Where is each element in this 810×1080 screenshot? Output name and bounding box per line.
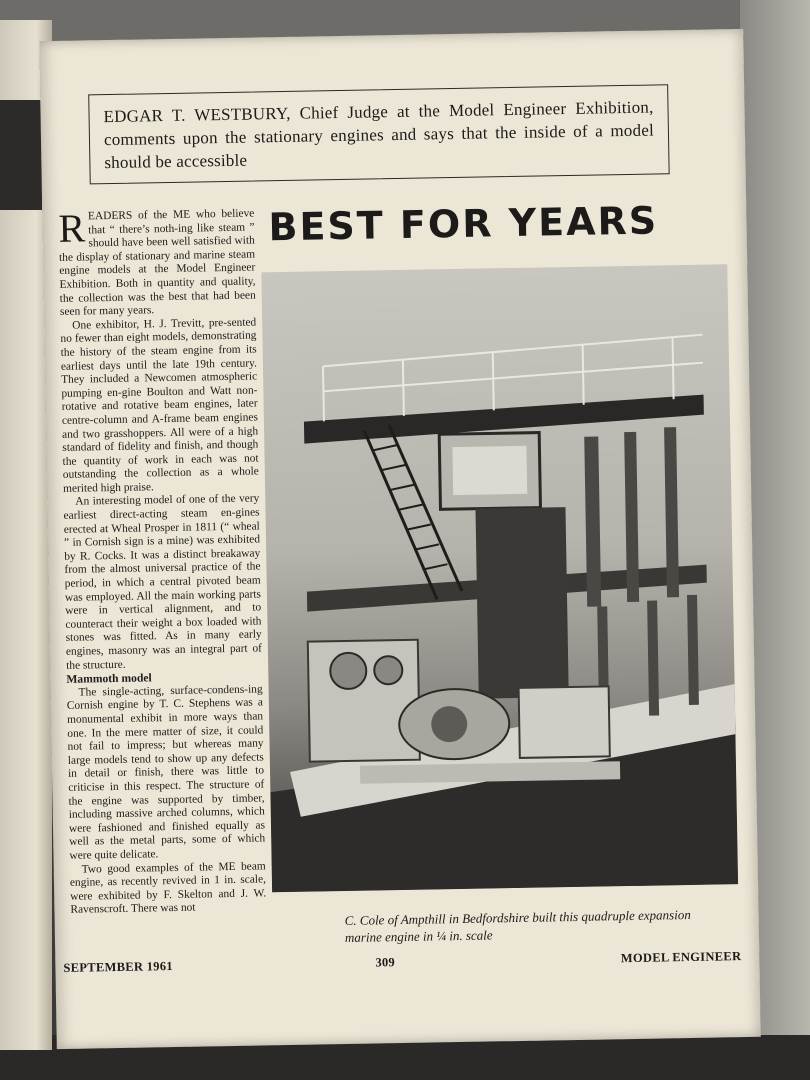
intro-text: EDGAR T. WESTBURY, Chief Judge at the Model Engineer Exhibition, comments upon the stationary engines and says that the inside of a model should be accessible: [103, 97, 655, 173]
article-paragraph-text: EADERS of the ME who believe that “ there’s noth-ing like steam ” should have been well satisfied with the display of stationary and marine steam engine models at the Model Engineer Exhibition. Both in quantity and quality, the collection was the best that had been seen for many years.: [58, 207, 256, 319]
page-number: 309: [375, 955, 396, 970]
article-column: [58, 207, 266, 917]
headline: BEST FOR YEARS: [268, 198, 659, 250]
engine-illustration: [261, 264, 738, 892]
article-paragraph: The single-acting, surface-condens-ing Cornish engine by T. C. Stephens was a monumental exhibit in more ways than one. In the mere matter of size, it could not fail to impress; but whereas many large models tend to show up any defects in detail or finish, there was little to criticise in this respect. The structure of the engine was supported by timber, including massive arched columns, which were fashioned and finished equally as well as the metal parts, some of which were quite delicate.: [66, 683, 266, 862]
facing-page-photo: [0, 100, 42, 210]
section-subhead: Mammoth model: [66, 671, 152, 687]
article-paragraph: [58, 207, 256, 319]
magazine-page: [39, 29, 760, 1049]
drop-cap: R: [58, 205, 86, 251]
page-footer: [55, 949, 759, 981]
engine-photograph: [261, 264, 738, 892]
magazine-name: MODEL ENGINEER: [620, 949, 742, 966]
article-paragraph: Two good examples of the ME beam engine, as recently revived in 1 in. scale, were exhibited by F. Skelton and J. W. Ravenscroft. There was not: [69, 859, 267, 917]
issue-date: SEPTEMBER 1961: [63, 959, 173, 975]
article-paragraph: One exhibitor, H. J. Trevitt, pre-sented no fewer than eight models, demonstrating the history of the steam engine from its earliest days until the late 19th century. They included a Newcomen atmospheric pumping en-gine Boulton and Watt non-rotative and rotative beam engines, later centre-column and A-frame beam engines and two grasshoppers. All were of a high standard of fidelity and finish, and though the quantity of work in each was not outstanding the collection as a whole merited high praise.: [60, 316, 259, 495]
article-paragraph: An interesting model of one of the very earliest direct-acting steam en-gines erected at Wheal Prosper in 1811 (“ wheal ” in Cornish sign is a mine) was exhibited by R. Cocks. It was a distinct breakaway from the almost universal practice of the period, in which a central pivoted beam was employed. All the main working parts were in vertical alignment, and to counteract their weight a box loaded with stones was fitted. As in many early engines, masonry was an integral part of the structure.: [63, 492, 262, 672]
intro-box: [88, 84, 669, 184]
photo-caption: C. Cole of Ampthill in Bedfordshire built this quadruple expansion marine engine in ¼ in. scale: [344, 906, 691, 946]
